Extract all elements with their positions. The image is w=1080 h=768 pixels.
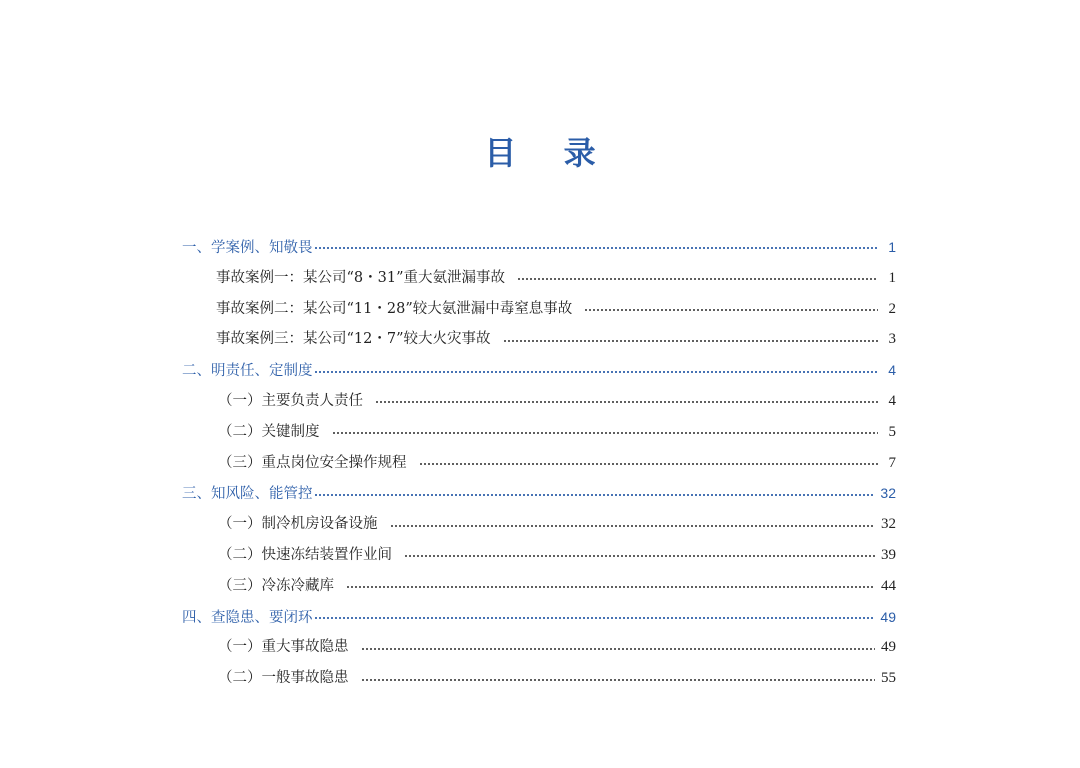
dot-leader — [390, 525, 876, 527]
toc-subentry-3-1[interactable] — [182, 509, 896, 540]
toc-page-number: 39 — [881, 546, 896, 563]
toc-entry-label: （二）关键制度 — [218, 423, 320, 440]
toc-entry-label: （一）重大事故隐患 — [218, 639, 349, 656]
toc-page-number: 2 — [888, 300, 896, 317]
toc-subentry-4-2[interactable] — [182, 663, 896, 694]
toc-section-3[interactable] — [182, 478, 896, 509]
toc-subentry-case-3[interactable] — [182, 324, 896, 355]
toc-page-number: 1 — [888, 269, 896, 286]
toc-entry-label: （一）主要负责人责任 — [218, 392, 363, 409]
dot-leader — [332, 432, 879, 434]
toc-section-4[interactable] — [182, 602, 896, 633]
toc-page-number: 5 — [888, 423, 896, 440]
toc-subentry-3-3[interactable] — [182, 571, 896, 602]
toc-section-2[interactable] — [182, 355, 896, 386]
toc-page-number: 49 — [880, 608, 896, 625]
dot-leader — [314, 247, 879, 249]
toc-entry-label: （一）制冷机房设备设施 — [218, 516, 378, 533]
table-of-contents — [182, 232, 896, 694]
toc-entry-label: （二）快速冻结装置作业间 — [218, 546, 392, 563]
dot-leader — [314, 494, 875, 496]
toc-page-number: 49 — [881, 639, 896, 656]
toc-entry-label: 事故案例一：某公司“8・31”重大氨泄漏事故 — [216, 269, 506, 286]
toc-section-1[interactable] — [182, 232, 896, 263]
dot-leader — [517, 278, 878, 280]
toc-subentry-2-1[interactable] — [182, 386, 896, 417]
toc-page-number: 32 — [881, 516, 896, 533]
dot-leader — [503, 340, 878, 342]
toc-subentry-3-2[interactable] — [182, 540, 896, 571]
toc-entry-label: 一、学案例、知敬畏 — [182, 240, 313, 256]
toc-page-number: 7 — [888, 454, 896, 471]
toc-page-number: 3 — [888, 331, 896, 348]
dot-leader — [346, 586, 875, 588]
page-title: 目 录 — [484, 134, 614, 172]
toc-entry-label: 事故案例二：某公司“11・28”较大氨泄漏中毒窒息事故 — [216, 300, 573, 317]
dot-leader — [375, 401, 878, 403]
toc-entry-label: （二）一般事故隐患 — [218, 670, 349, 687]
toc-entry-label: 二、明责任、定制度 — [182, 363, 313, 380]
toc-page-number: 44 — [881, 577, 896, 594]
toc-subentry-2-3[interactable] — [182, 448, 896, 479]
dot-leader — [314, 371, 879, 373]
dot-leader — [361, 648, 876, 650]
dot-leader — [314, 617, 875, 619]
toc-entry-label: 三、知风险、能管控 — [182, 486, 313, 503]
dot-leader — [361, 679, 876, 681]
toc-entry-label: （三）重点岗位安全操作规程 — [218, 454, 407, 471]
dot-leader — [419, 463, 879, 465]
toc-entry-label: 四、查隐患、要闭环 — [182, 609, 313, 626]
dot-leader — [584, 309, 878, 311]
toc-page-number: 1 — [888, 239, 896, 255]
dot-leader — [404, 555, 875, 557]
toc-page-number: 55 — [881, 670, 896, 687]
toc-entry-label: 事故案例三：某公司“12・7”较大火灾事故 — [216, 331, 491, 348]
toc-page-number: 4 — [888, 392, 896, 409]
toc-subentry-2-2[interactable] — [182, 417, 896, 448]
toc-subentry-case-2[interactable] — [182, 294, 896, 325]
toc-subentry-4-1[interactable] — [182, 632, 896, 663]
toc-entry-label: （三）冷冻冷藏库 — [218, 577, 334, 594]
toc-subentry-case-1[interactable] — [182, 263, 896, 294]
toc-page-number: 32 — [880, 485, 896, 502]
toc-page-number: 4 — [888, 362, 896, 379]
